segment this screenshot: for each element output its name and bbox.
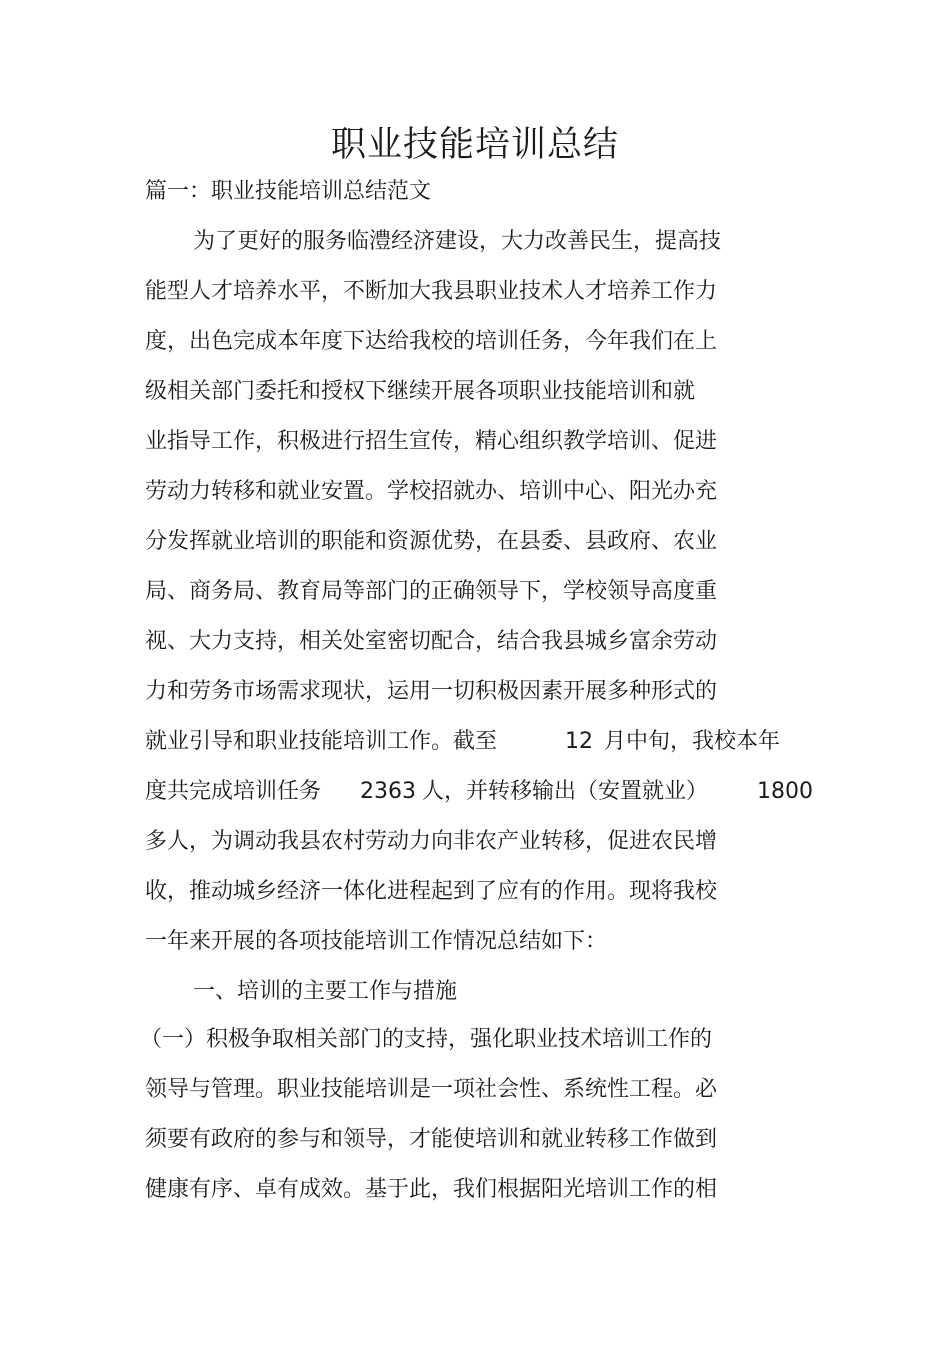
document-title: 职业技能培训总结 <box>330 125 619 165</box>
paragraph-line: （一）积极争取相关部门的支持，强化职业技术培训工作的 <box>140 1027 713 1052</box>
paragraph-line: 多人，为调动我县农村劳动力向非农产业转移，促进农民增 <box>145 829 718 854</box>
paragraph-line: 视、大力支持，相关处室密切配合，结合我县城乡富余劳动 <box>145 629 718 654</box>
paragraph-line: 为了更好的服务临澧经济建设，大力改善民生，提高技 <box>193 229 722 254</box>
paragraph-line: 局、商务局、教育局等部门的正确领导下，学校领导高度重 <box>145 579 718 604</box>
paragraph-line-part: 就业引导和职业技能培训工作。截至 <box>145 729 498 754</box>
paragraph-line: 度，出色完成本年度下达给我校的培训任务，今年我们在上 <box>145 329 718 354</box>
paragraph-line: 收，推动城乡经济一体化进程起到了应有的作用。现将我校 <box>145 879 718 904</box>
paragraph-line: 分发挥就业培训的职能和资源优势，在县委、县政府、农业 <box>145 529 718 554</box>
paragraph-line: 一年来开展的各项技能培训工作情况总结如下： <box>145 929 608 954</box>
trained-count: 2363 <box>360 779 416 804</box>
paragraph-line: 力和劳务市场需求现状，运用一切积极因素开展多种形式的 <box>145 679 718 704</box>
paragraph-line-part: 人，并转移输出（安置就业） <box>422 779 709 804</box>
paragraph-line: 劳动力转移和就业安置。学校招就办、培训中心、阳光办充 <box>145 479 718 504</box>
section-heading: 一、培训的主要工作与措施 <box>193 979 458 1004</box>
paragraph-line: 业指导工作，积极进行招生宣传，精心组织教学培训、促进 <box>145 429 718 454</box>
paragraph-line: 能型人才培养水平，不断加大我县职业技术人才培养工作力 <box>145 279 718 304</box>
paragraph-line: 领导与管理。职业技能培训是一项社会性、系统性工程。必 <box>145 1077 718 1102</box>
paragraph-line-part: 度共完成培训任务 <box>145 779 322 804</box>
paragraph-line: 健康有序、卓有成效。基于此，我们根据阳光培训工作的相 <box>145 1177 718 1202</box>
month-number: 12 <box>565 729 593 754</box>
transferred-count: 1800 <box>757 779 813 804</box>
paragraph-line-part: 月中旬，我校本年 <box>604 729 781 754</box>
paragraph-line: 级相关部门委托和授权下继续开展各项职业技能培训和就 <box>145 379 696 404</box>
document-subtitle: 篇一：职业技能培训总结范文 <box>145 179 432 204</box>
paragraph-line: 须要有政府的参与和领导，才能使培训和就业转移工作做到 <box>145 1127 718 1152</box>
